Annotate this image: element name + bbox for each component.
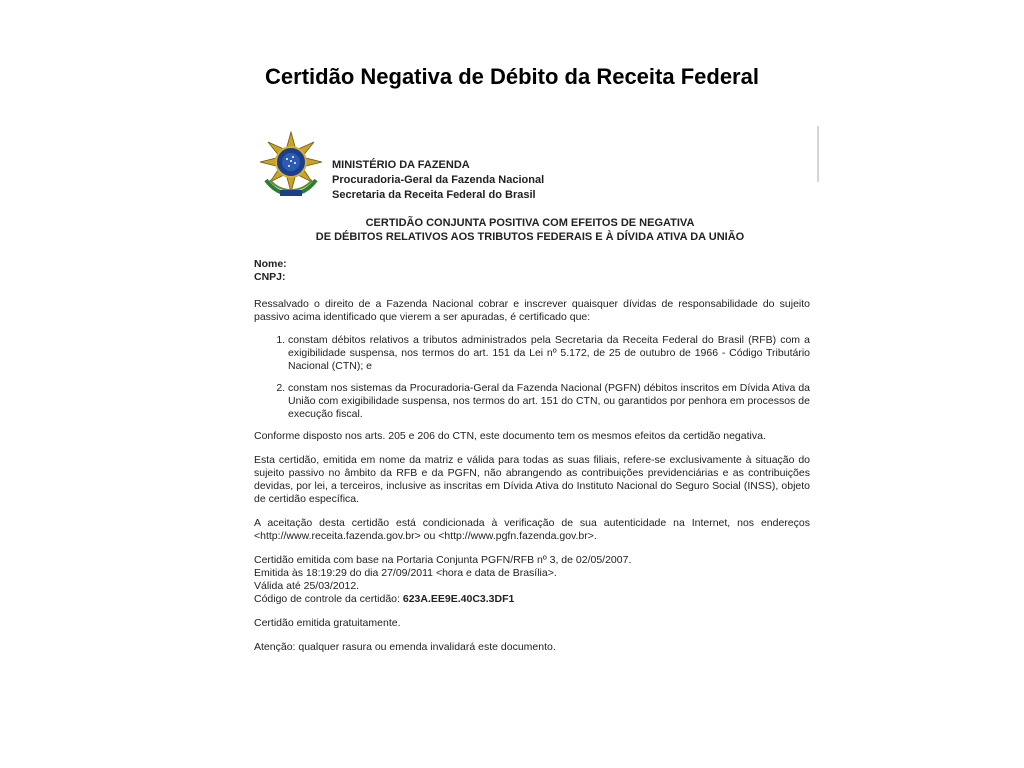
certificate-title-line1: CERTIDÃO CONJUNTA POSITIVA COM EFEITOS DE NEGATIVA (365, 217, 695, 229)
free-emission-note: Certidão emitida gratuitamente. (254, 617, 401, 629)
certification-list (254, 334, 810, 421)
field-cnpj-label: CNPJ: (254, 271, 286, 283)
certificate-body (254, 258, 810, 654)
pgfn-name: Procuradoria-Geral da Fazenda Nacional (332, 174, 545, 186)
list-item: 2. constam nos sistemas da Procuradoria-Geral da Fazenda Nacional (PGFN) débitos inscritos em Dívida Ativa da União com exigibilidade suspensa, nos termos do art. 151 do CTN, ou garantidos por penhora em processos de execução fiscal. (288, 382, 810, 421)
emission-datetime: Emitida às 18:19:29 do dia 27/09/2011 <hora e data de Brasília>. (254, 567, 557, 579)
certificate-document (250, 126, 820, 726)
list-item: 1. constam débitos relativos a tributos administrados pela Secretaria da Receita Federal do Brasil (RFB) com a exigibilidade suspensa, nos termos do art. 151 da Lei nº 5.172, de 25 de outubro de 1966 - Código Tributário Nacional (CTN); e (288, 334, 810, 373)
certificate-title (250, 216, 810, 244)
brazil-coat-of-arms-icon (256, 130, 326, 198)
rfb-name: Secretaria da Receita Federal do Brasil (332, 189, 536, 201)
emission-basis: Certidão emitida com base na Portaria Conjunta PGFN/RFB nº 3, de 02/05/2007. (254, 554, 632, 566)
control-code-label: Código de controle da certidão: (254, 593, 400, 605)
field-nome-label: Nome: (254, 258, 287, 270)
scan-edge (817, 126, 819, 182)
control-code-value: 623A.EE9E.40C3.3DF1 (402, 593, 515, 605)
warning-note: Atenção: qualquer rasura ou emenda invalidará este documento. (254, 641, 556, 653)
certificate-title-line2: DE DÉBITOS RELATIVOS AOS TRIBUTOS FEDERAIS E À DÍVIDA ATIVA DA UNIÃO (315, 231, 745, 243)
authenticity-paragraph: A aceitação desta certidão está condicionada à verificação de sua autenticidade na Internet, nos endereços <http://www.receita.fazenda.gov.br> ou <http://www.pgfn.fazenda.gov.br>. (254, 517, 810, 542)
ministry-name: MINISTÉRIO DA FAZENDA (332, 159, 470, 171)
intro-paragraph: Ressalvado o direito de a Fazenda Nacional cobrar e inscrever quaisquer dívidas de responsabilidade do sujeito passivo acima identificado que vierem a ser apuradas, é certificado que: (254, 298, 810, 323)
effects-paragraph: Conforme disposto nos arts. 205 e 206 do CTN, este documento tem os mesmos efeitos da certidão negativa. (254, 430, 766, 442)
emission-block (254, 554, 810, 606)
validity-date: Válida até 25/03/2012. (254, 580, 360, 592)
slide-title: Certidão Negativa de Débito da Receita Federal (265, 64, 759, 89)
scope-paragraph: Esta certidão, emitida em nome da matriz e válida para todas as suas filiais, refere-se exclusivamente à situação do sujeito passivo no âmbito da RFB e da PGFN, não abrangendo as contribuições previdenciárias e as contribuições devidas, por lei, a terceiros, inclusive as inscritas em Dívida Ativa do Instituto Nacional do Seguro Social (INSS), objeto de certidão específica. (254, 454, 810, 505)
